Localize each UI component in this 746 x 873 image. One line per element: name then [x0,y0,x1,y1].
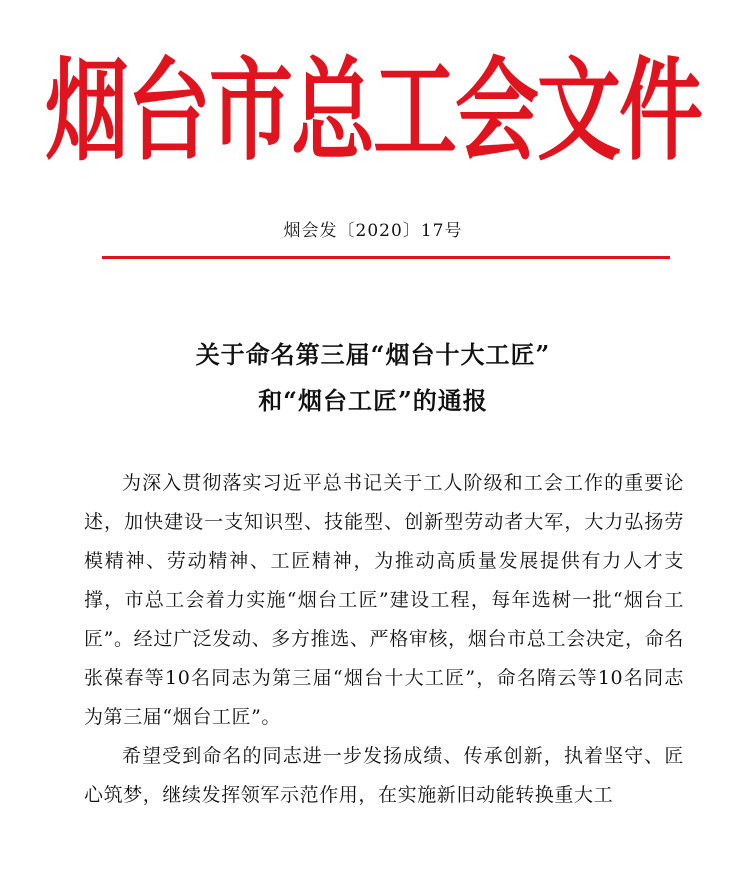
document-title [0,332,746,424]
red-divider-line [102,256,670,259]
title-line-2: 和“烟台工匠”的通报 [258,386,488,415]
document-masthead: 烟台市总工会文件 [44,45,701,176]
body-paragraph-2: 希望受到命名的同志进一步发扬成绩、传承创新，执着坚守、匠心筑梦，继续发挥领军示范作用，在实施新旧动能转换重大工 [84,745,684,806]
body-paragraph-1: 为深入贯彻落实习近平总书记关于工人阶级和工会工作的重要论述，加快建设一支知识型、技能型、创新型劳动者大军，大力弘扬劳模精神、劳动精神、工匠精神，为推动高质量发展提供有力人才支撑，市总工会着力实施“烟台工匠”建设工程，每年选树一批“烟台工匠”。经过广泛发动、多方推选、严格审核，烟台市总工会决定，命名张葆春等10名同志为第三届“烟台十大工匠”，命名隋云等10名同志为第三届“烟台工匠”。 [84,472,684,728]
title-line-1: 关于命名第三届“烟台十大工匠” [195,340,551,369]
document-number: 烟会发〔2020〕17号 [283,221,463,241]
document-body [84,464,684,815]
